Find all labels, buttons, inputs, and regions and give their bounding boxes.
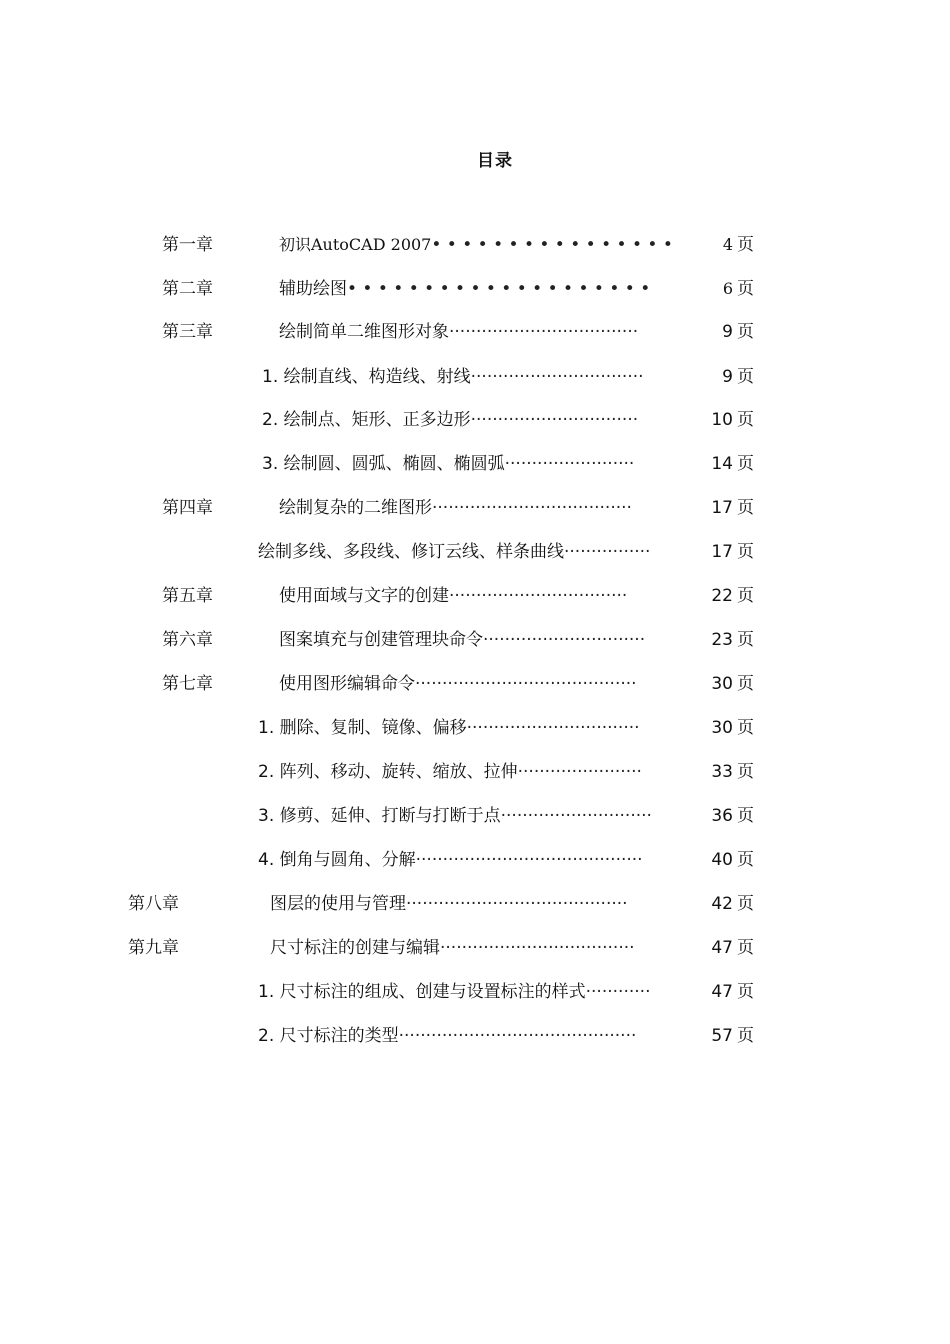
chapter-label: 第三章 [162, 322, 213, 342]
entry-title: 1. 绘制直线、构造线、射线 [262, 367, 471, 387]
entry-body [279, 319, 754, 345]
page-unit: 页 [737, 806, 754, 826]
page-number: 47 [711, 938, 733, 958]
page-unit: 页 [737, 410, 754, 430]
toc-entry [0, 583, 950, 609]
dot-leader: ······························· [470, 410, 639, 430]
entry-title: 2. 阵列、移动、旋转、缩放、拉伸 [258, 762, 518, 782]
page-unit: 页 [737, 982, 754, 1002]
page-number: 47 [711, 982, 733, 1002]
page-unit: 页 [737, 674, 754, 694]
chapter-label: 第九章 [128, 938, 179, 958]
entry-title: 2. 绘制点、矩形、正多边形 [262, 410, 471, 430]
dot-leader: ············································ [398, 1026, 637, 1046]
entry-body [258, 979, 754, 1005]
entry-body [279, 276, 754, 302]
toc-entry [0, 627, 950, 653]
dot-leader: ······················· [517, 762, 642, 782]
chapter-label: 第二章 [162, 279, 213, 299]
page-number: 9 [722, 322, 733, 342]
chapter-label: 第六章 [162, 630, 213, 650]
page-unit: 页 [737, 1026, 754, 1046]
dot-leader: ················ [564, 542, 651, 562]
entry-title: 2. 尺寸标注的类型 [258, 1026, 399, 1046]
dot-leader: ···································· [440, 938, 635, 958]
dot-leader: ······························ [483, 630, 646, 650]
dot-leader: ································· [449, 586, 628, 606]
page-number: 22 [711, 586, 733, 606]
entry-title: 图案填充与创建管理块命令 [279, 630, 483, 650]
toc-entry [0, 715, 950, 741]
toc-entry [0, 671, 950, 697]
page-number: 4 [722, 235, 733, 254]
entry-body [258, 759, 754, 785]
entry-title: 图层的使用与管理 [270, 894, 406, 914]
toc-entry [0, 407, 950, 433]
toc-entry [0, 891, 950, 917]
entry-title: 绘制复杂的二维图形 [279, 498, 432, 518]
page-unit: 页 [737, 586, 754, 606]
dot-leader: • • • • • • • • • • • • • • • • • • • • [347, 279, 651, 299]
entry-title: 3. 修剪、延伸、打断与打断于点 [258, 806, 501, 826]
page-unit: 页 [737, 718, 754, 738]
page-number: 33 [711, 762, 733, 782]
entry-title: 4. 倒角与圆角、分解 [258, 850, 416, 870]
chapter-label: 第一章 [162, 235, 213, 255]
dot-leader: ·········································· [415, 850, 643, 870]
entry-title: 绘制简单二维图形对象 [279, 322, 449, 342]
dot-leader: ························ [504, 454, 635, 474]
page-unit: 页 [737, 235, 754, 255]
toc-entry [0, 803, 950, 829]
page-number: 42 [711, 894, 733, 914]
entry-title: 使用面域与文字的创建 [279, 586, 449, 606]
page-number: 57 [711, 1026, 733, 1046]
entry-body [279, 583, 754, 609]
dot-leader: ········································· [406, 894, 628, 914]
page-unit: 页 [737, 762, 754, 782]
entry-body [262, 407, 754, 433]
chapter-label: 第七章 [162, 674, 213, 694]
page-number: 23 [711, 630, 733, 650]
dot-leader: ··································· [449, 322, 639, 342]
toc-entry [0, 847, 950, 873]
page-number: 10 [711, 410, 733, 430]
toc-entry [0, 451, 950, 477]
entry-body [262, 451, 754, 477]
entry-title: 3. 绘制圆、圆弧、椭圆、椭圆弧 [262, 454, 505, 474]
page-number: 30 [711, 718, 733, 738]
entry-title: 1. 删除、复制、镜像、偏移 [258, 718, 467, 738]
chapter-label: 第五章 [162, 586, 213, 606]
entry-body [258, 847, 754, 873]
toc-title: 目录 [477, 151, 513, 171]
page-unit: 页 [737, 938, 754, 958]
page-unit: 页 [737, 850, 754, 870]
entry-title: 1. 尺寸标注的组成、创建与设置标注的样式 [258, 982, 586, 1002]
page-number: 36 [711, 806, 733, 826]
entry-body [270, 891, 754, 917]
page-unit: 页 [737, 367, 754, 387]
entry-body [258, 1023, 754, 1049]
dot-leader: ····································· [432, 498, 632, 518]
dot-leader: ································ [470, 367, 644, 387]
toc-entry [0, 364, 950, 390]
toc-entry [0, 539, 950, 565]
entry-body [279, 232, 754, 258]
entry-body [262, 364, 754, 390]
entry-title: 辅助绘图 [279, 279, 347, 299]
toc-entry [0, 276, 950, 302]
toc-entry [0, 1023, 950, 1049]
page-number: 17 [711, 498, 733, 518]
toc-entry [0, 495, 950, 521]
toc-entry [0, 232, 950, 258]
toc-entry [0, 319, 950, 345]
page-unit: 页 [737, 542, 754, 562]
entry-title: 使用图形编辑命令 [279, 674, 415, 694]
chapter-label: 第四章 [162, 498, 213, 518]
page-number: 14 [711, 454, 733, 474]
chapter-label: 第八章 [128, 894, 179, 914]
entry-body [270, 935, 754, 961]
entry-title: 初识AutoCAD 2007 [279, 235, 432, 254]
page-number: 40 [711, 850, 733, 870]
entry-body [279, 671, 754, 697]
dot-leader: ············ [585, 982, 651, 1002]
page-number: 30 [711, 674, 733, 694]
page-unit: 页 [737, 498, 754, 518]
toc-entry [0, 759, 950, 785]
entry-body [279, 627, 754, 653]
page-unit: 页 [737, 894, 754, 914]
entry-title: 尺寸标注的创建与编辑 [270, 938, 440, 958]
dot-leader: ········································· [415, 674, 637, 694]
page-unit: 页 [737, 322, 754, 342]
dot-leader: • • • • • • • • • • • • • • • • [431, 235, 673, 255]
entry-body [258, 715, 754, 741]
entry-body [258, 539, 754, 565]
entry-title: 绘制多线、多段线、修订云线、样条曲线 [258, 542, 564, 562]
toc-entry [0, 935, 950, 961]
page-unit: 页 [737, 454, 754, 474]
page-number: 6 [722, 279, 733, 298]
page-number: 9 [722, 367, 733, 387]
page-unit: 页 [737, 279, 754, 299]
dot-leader: ································ [466, 718, 640, 738]
page-number: 17 [711, 542, 733, 562]
page-unit: 页 [737, 630, 754, 650]
dot-leader: ···························· [500, 806, 652, 826]
toc-entry [0, 979, 950, 1005]
entry-body [279, 495, 754, 521]
entry-body [258, 803, 754, 829]
